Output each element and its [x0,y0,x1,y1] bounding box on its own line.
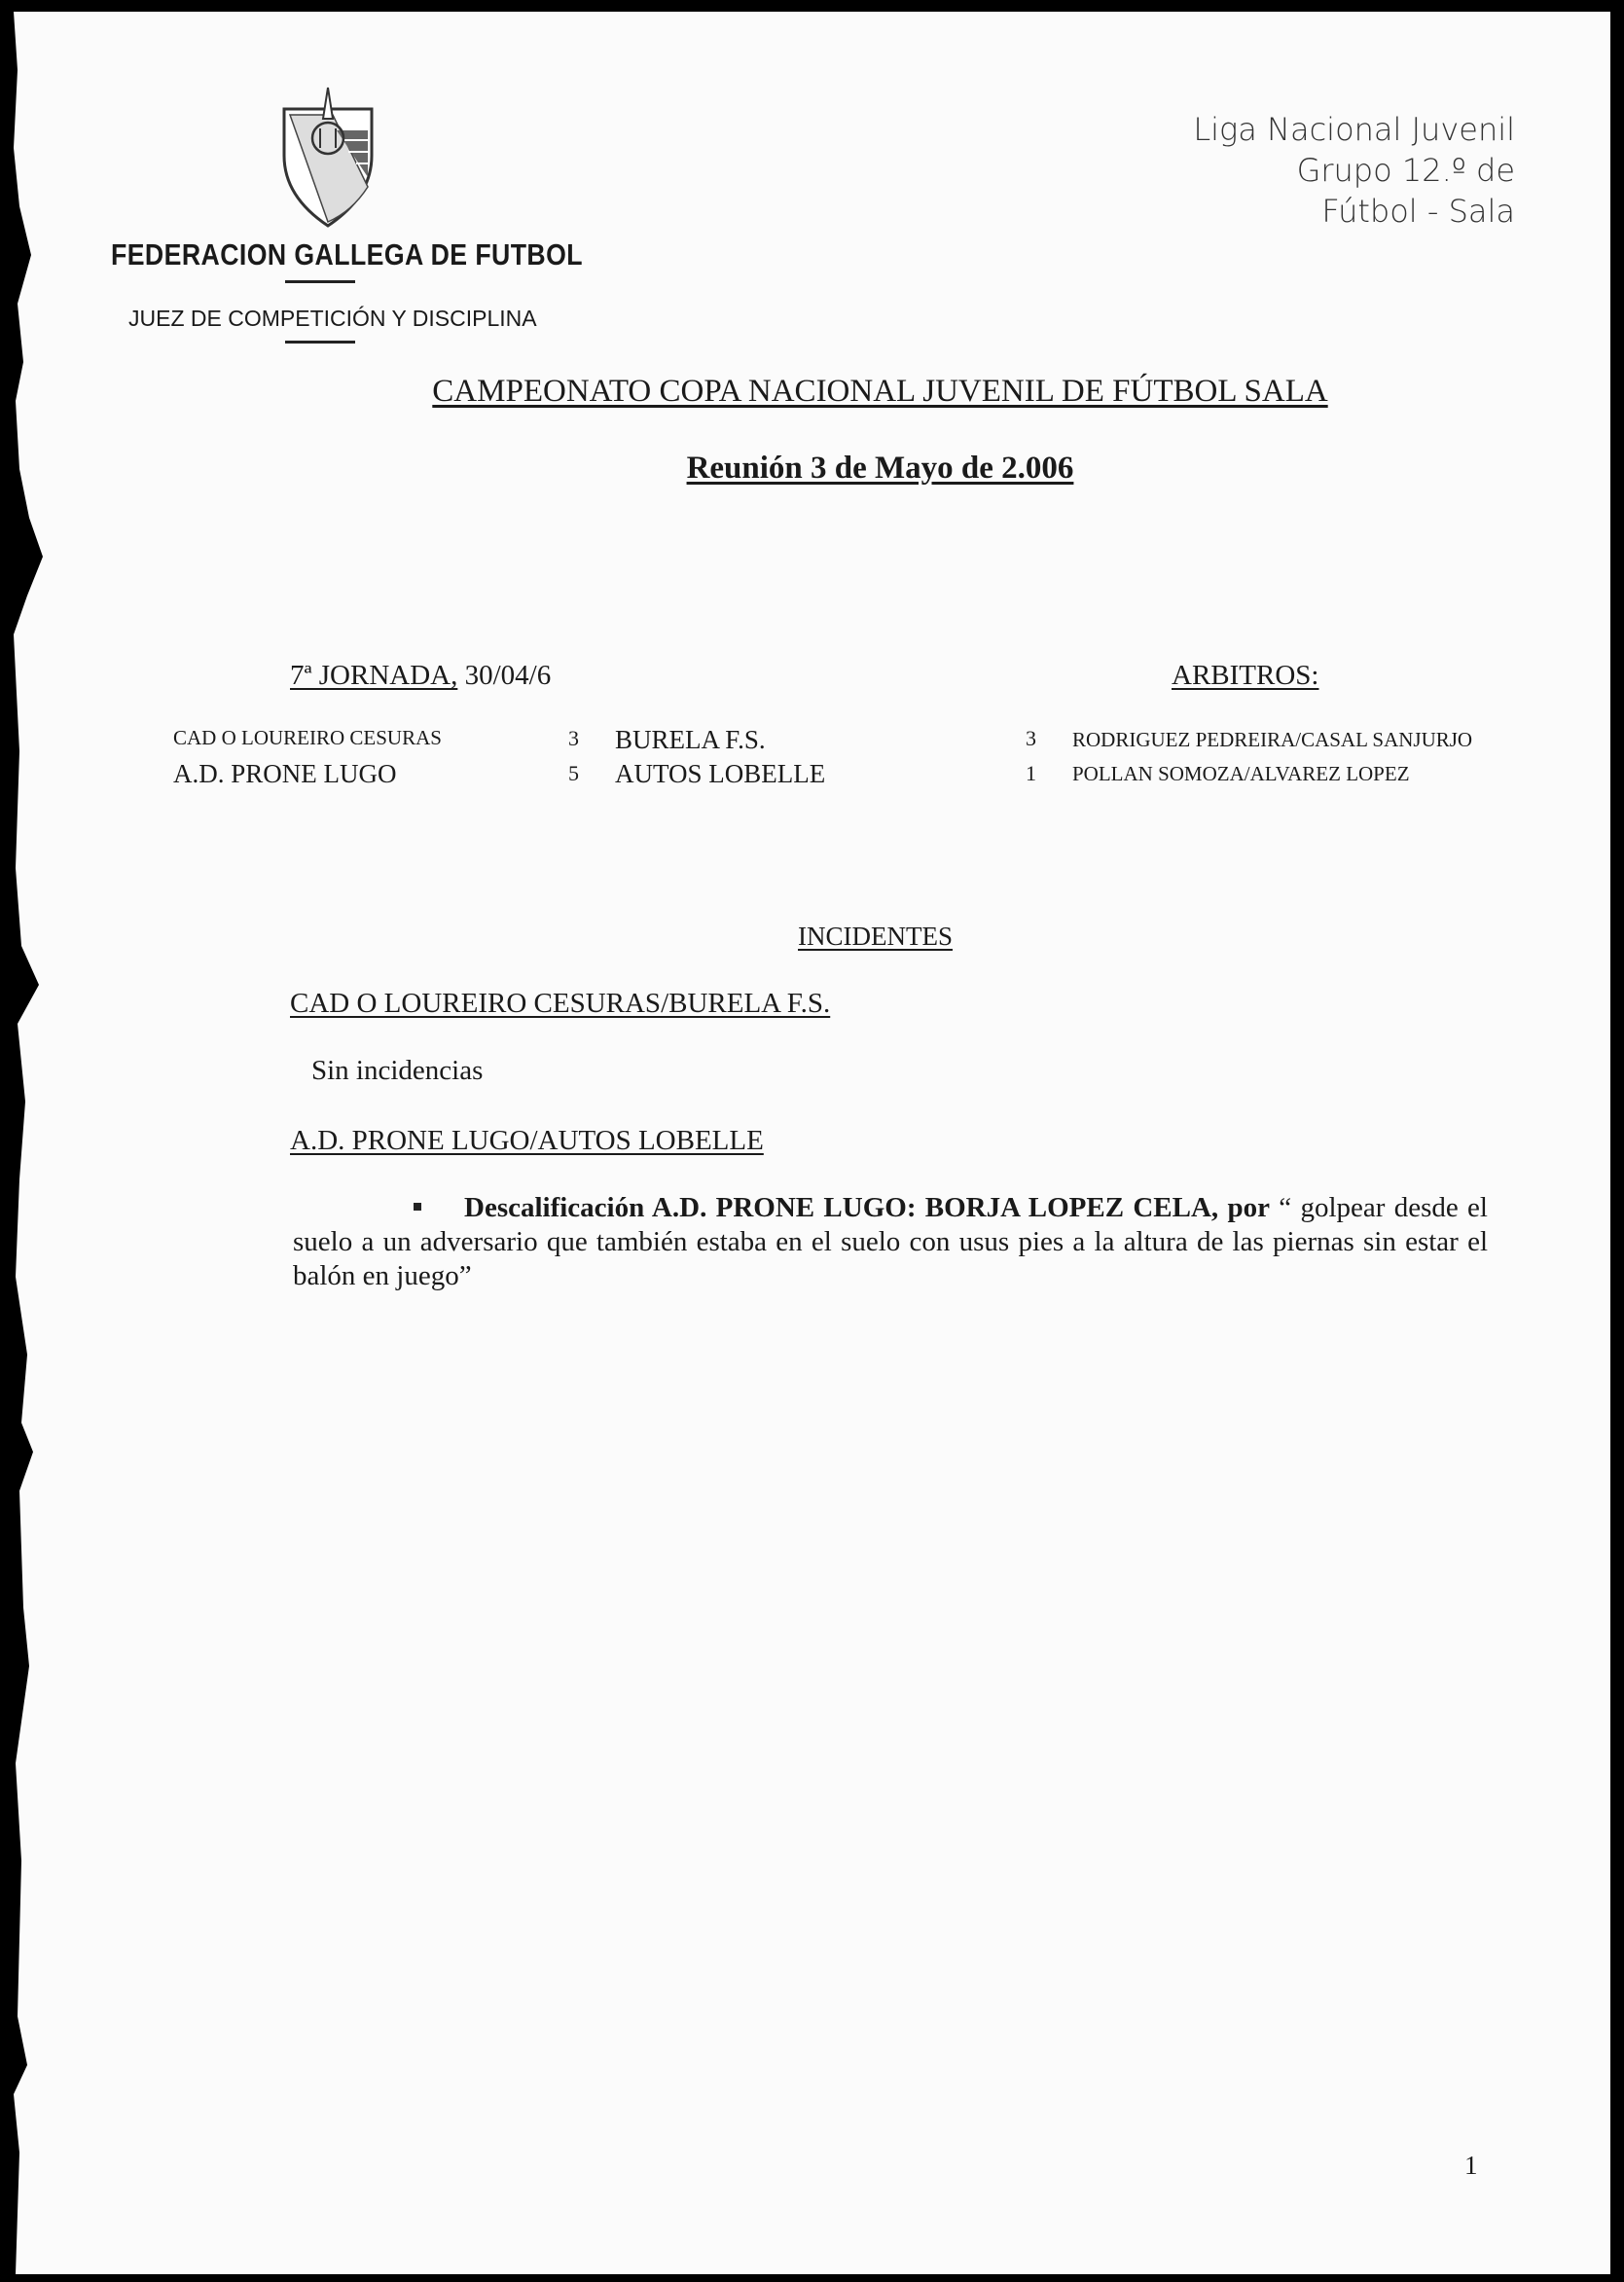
match-away-score: 3 [1026,726,1036,750]
match-referees: POLLAN SOMOZA/ALVAREZ LOPEZ [1072,762,1410,785]
match-away: AUTOS LOBELLE [615,759,826,788]
federation-crest-icon [274,80,381,235]
federation-name: FEDERACION GALLEGA DE FUTBOL [111,237,583,272]
incidents-header: INCIDENTES [798,922,953,951]
round-date: 30/04/6 [457,660,552,691]
match-away: BURELA F.S. [615,725,766,754]
referees-header: ARBITROS: [1172,660,1319,691]
match-away-score: 1 [1026,761,1036,785]
torn-edge [10,12,68,2274]
match-home-score: 3 [568,726,579,750]
document-page [10,12,1610,2274]
incident-match-title: CAD O LOUREIRO CESURAS/BURELA F.S. [290,988,831,1019]
match-referees: RODRIGUEZ PEDREIRA/CASAL SANJURJO [1072,728,1473,751]
disqualification-bold: Descalificación A.D. PRONE LUGO: BORJA LOPEZ CELA, por [464,1192,1270,1223]
league-info [1193,109,1515,232]
match-home-score: 5 [568,761,579,785]
disqualification-text: “ golpear desde el suelo a un adversario que también estaba en el suelo con usus pies a la altura de las piernas sin estar el balón en juego” [293,1192,1488,1291]
incident-text: Sin incidencias [311,1055,484,1086]
divider [285,341,355,344]
round-heading [290,660,551,692]
divider [285,280,355,283]
league-line: Fútbol - Sala [1321,193,1515,230]
incident-match-title: A.D. PRONE LUGO/AUTOS LOBELLE [290,1125,764,1156]
round-label: 7ª JORNADA, [290,660,458,691]
document-title: CAMPEONATO COPA NACIONAL JUVENIL DE FÚTBOL SALA [432,374,1328,409]
meeting-date: Reunión 3 de Mayo de 2.006 [686,451,1074,486]
match-home: A.D. PRONE LUGO [173,759,397,788]
page-number: 1 [1464,2151,1478,2180]
league-line: Grupo 12.º de [1296,152,1515,189]
disqualification-paragraph [293,1191,1488,1293]
juez-subtitle: JUEZ DE COMPETICIÓN Y DISCIPLINA [128,306,537,331]
bullet-icon [414,1203,421,1211]
league-line: Liga Nacional Juvenil [1193,111,1515,148]
match-home: CAD O LOUREIRO CESURAS [173,726,442,749]
